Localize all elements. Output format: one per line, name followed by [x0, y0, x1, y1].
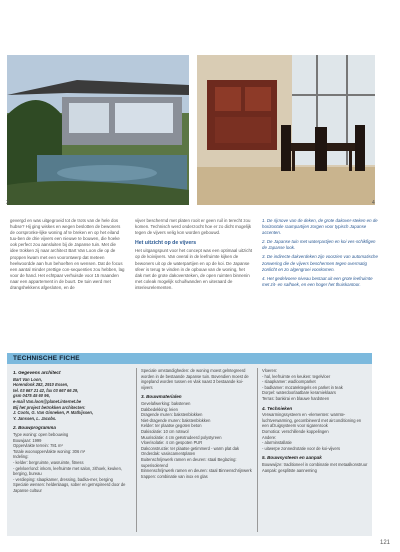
- house-exterior-photo: [7, 55, 189, 205]
- caption-2: 2. De Japanse tuin met waterpartijen en koi ves-schikfigen de Japanse look.: [262, 239, 376, 251]
- caption-column: [262, 218, 380, 291]
- body-paragraph: vijver beschermd met platen rooit er geen ruil in terecht zou komen. Technisch werd onderzocht hoe er zo dicht mogelijk tegen de vijvers velig kon worden gebouwd.: [135, 218, 252, 236]
- material-line: Muurisolatie: 4 cm geëxtrudeerd polystyreen: [141, 434, 222, 440]
- section-1-heading: 1. Gegevens architect: [13, 370, 61, 375]
- program-line: Totale woonoppervlakte woning: 306 m²: [13, 448, 86, 454]
- floor-line: Terras: bankirai en blauwe hardsteen: [262, 395, 330, 401]
- material-line: Buitenschrijnwerk ramen en deuren: staal Beglazing: superisolerend: [141, 456, 237, 468]
- architect-line: Bart Van Loon,: [13, 376, 42, 382]
- material-line: Dakisolatie: 10 cm rotswol: [141, 428, 189, 434]
- page-number: 121: [379, 540, 390, 546]
- material-line: Niet-dragende muren: bakstenblokken: [141, 417, 211, 423]
- architect-line: Y. Janssen, L. Jacobs.: [13, 415, 57, 421]
- technique-line: - alarminstallatie: [262, 440, 292, 446]
- technique-line: Verwarmingssysteem en -elementen: warmte-luchtverwarming, gecombineerd met airconditioning en een afzuigsysteem voor sigarenrook: [262, 412, 362, 429]
- section-3-heading: 3. Bouwmaterialen: [141, 394, 182, 400]
- program-line: Indeling:: [13, 454, 29, 460]
- photo-number-4: 4: [372, 200, 375, 206]
- section-heading: Het uitzicht op de vijvers: [135, 240, 197, 247]
- architect-line: Bij het project betrokken architecten:: [13, 404, 86, 410]
- technique-line: - uitwerpe zonnedrotatie voor de koi-vijvers: [262, 445, 341, 451]
- section-2-heading: 2. Bouwprogramma: [13, 425, 56, 431]
- column-divider: [257, 368, 258, 532]
- architect-line: tel. 03 667 21 42, fax 03 667 66 29,: [13, 387, 79, 393]
- floor-line: - hal, leefruimte en keuken: tegelvloer: [262, 373, 331, 379]
- program-line: - verdieping: slaapkamer, dressing, badka-mer, berging: [13, 476, 113, 482]
- interior-dining-photo: [197, 55, 375, 205]
- body-column-2: [135, 218, 253, 294]
- material-line: Binnenschrijnwerk ramen en deuren: staal Binnenschrijnwerk trappen: combinatie van inox en glas: [141, 468, 252, 479]
- floor-line: Dorpel: waterdoorlaatbare keramieklaars: [262, 390, 336, 396]
- body-paragraph: gevergd en was uitgegroeid tot de trots van de hele dos hubse? Hij ging wiskes en wegen beslotten de bewoners de oorspronke-lijke woning af te breken en op het eiland tuu-ben de drie vijvers een nieuwe te bouwen, die hoeke ook perfect zou aansluiten bij de Japanse tuin. Met die idee trokken zij naar architect Bart Van Loon die op de proppen kwam met een voorontwerp dat meteen heelwoordde aan hun behoeften en wensen. Dat de focus een aantal minder prettige con-sequenties zou hebben, lag voor de hand. Het echtpaar verhuisde voor 15 maanden naar een appartement in de buurt. De tuin werd met drangshekkens afgesloten, en de: [10, 218, 125, 291]
- caption-4: 4. Het gedelvoere niveau bestaat uit een grote leefruimte met zit- en salhoek, en een hoger het thuiskantoor.: [262, 275, 373, 287]
- sheet-column-3: [262, 368, 368, 473]
- body-column-1: [10, 218, 125, 294]
- material-line: Kelder: ter plaatse gegoten beton: [141, 423, 202, 429]
- program-line: - gelvloer/ond: inkom, leefruimte met salon, zithoek, keuken, berging, bureau: [13, 465, 122, 477]
- program-line: - kelder: bergruimte, wasruimte, fitness: [13, 459, 84, 465]
- caption-1: 1. De rijrnove van de deken, de grote dakover-steken en de horizontale raampartijen zorgen voor typisch Japanse accenten.: [262, 218, 378, 236]
- technical-sheet-title: TECHNISCHE FICHE: [7, 353, 372, 364]
- section-4-heading: 4. Technieken: [262, 405, 293, 411]
- body-paragraph: Het uitgangspunt voor het concept was een optimaal uitzicht op de koivijvers. Van overal in de leefruimte kijken de bewoners uit op de waterpartijen en op de koi. De Japanse sfeer is terug te vinden in de opbouw van de woning, het dak met de grote dakoversteken, de open ruimten binnenin met coleak mogelijk schuifwanden en uiteraard de interieurelementen.: [135, 248, 253, 290]
- floor-line: - slaapkamer: wadloomparket: [262, 379, 316, 385]
- column-divider: [136, 368, 137, 532]
- program-line: Oppervlakte terrein: 781 m²: [13, 443, 63, 449]
- floor-line: - badkamer: mozaïektegels en parket in teak: [262, 384, 343, 390]
- technique-line: Andere:: [262, 434, 277, 440]
- technical-sheet-body: [7, 364, 372, 536]
- special-circumstances: Speciale omstandigheden: de woning moest gelntegreerd worden in de bestaande Japanse tuin. Bovendien moest de ingepland worden tussen en vlak naast 3 bestaande koi-vijvers: [141, 368, 249, 390]
- construction-line: Aanpak: gesplitste aanneming: [262, 467, 317, 473]
- floors-heading: Vloeren:: [262, 368, 278, 373]
- material-line: Dakconstructie: ter plaatse getimmerd - warm plat dak: [141, 445, 240, 451]
- program-line: Type woning: open bebouwing: [13, 431, 69, 437]
- program-line: Bouwjaar: 1999: [13, 437, 42, 443]
- program-line: Speciale wensen: heldenlaags, sober en geïnspireerd door de Japanse cultuur: [13, 482, 126, 493]
- section-5-heading: 5. Bouwsysteem en aanpak: [262, 455, 322, 461]
- material-line: Dakbedekking: leien: [141, 406, 178, 412]
- material-line: Onderdak: vasiscamentplaten: [141, 451, 196, 457]
- sheet-column-2: [141, 368, 253, 479]
- technique-line: Domotica: verschillende koppelingen: [262, 428, 329, 434]
- sheet-column-1: [13, 368, 131, 493]
- architect-line: gsm 0475 45 60 96,: [13, 393, 50, 399]
- material-line: Vloerisolatie: 4 cm gespoten PUR: [141, 440, 203, 446]
- architect-line: e-mail Van.loon@planet.internet.be: [13, 398, 82, 404]
- caption-3: 3. De indirecte dakverdeken zijn voorzien van automatische zonwering die de vijvers beschermen tegen overmatig zonlicht en zo algengroei voorkomen.: [262, 254, 378, 272]
- architect-line: J. Coots, G. Van Ginneken, P. Mathijssen,: [13, 410, 94, 416]
- construction-line: Bouwwijze: traditioneel in combinatie met metaalkonstruur: [262, 461, 368, 467]
- material-line: Dragende muren: bakstenblokken: [141, 412, 203, 418]
- photo-number-3: 3: [6, 200, 9, 206]
- technical-sheet: [7, 353, 372, 538]
- architect-line: Horendonk 282, 2910 Essen,: [13, 382, 69, 388]
- material-line: Gevelafwerking: bakstenen: [141, 400, 191, 406]
